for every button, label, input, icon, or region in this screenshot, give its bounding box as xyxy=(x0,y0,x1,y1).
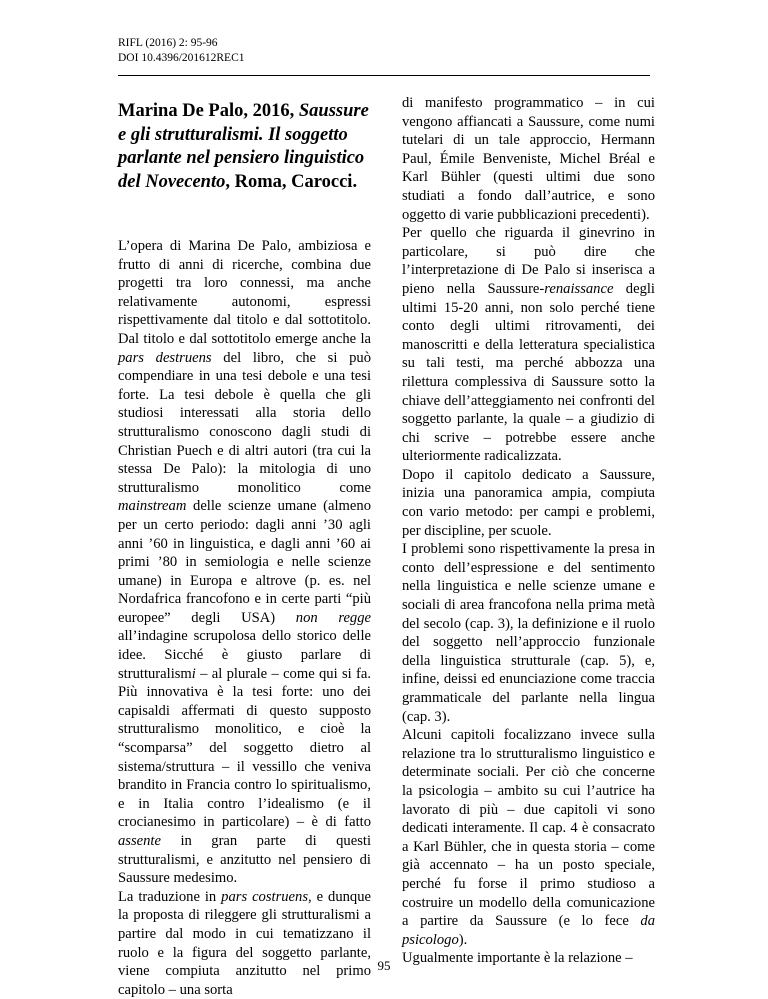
running-head xyxy=(118,36,245,66)
header-rule xyxy=(118,75,650,76)
page-number: 95 xyxy=(377,958,391,973)
right-column xyxy=(402,94,655,968)
paragraph: L’opera di Marina De Palo, ambiziosa e frutto di anni di ricerche, combina due progetti tra loro connessi, ma anche relativamente autonomi, espressi rispettivamente dal titolo e dal sottotitolo. Dal titolo e dal sottotitolo emerge anche la pars destruens del libro, che si può compendiare in una tesi debole e una tesi forte. La tesi debole è quella che gli studiosi interessati alla storia dello strutturalismo conoscono dagli studi di Christian Puech e di altri autori (tra cui la stessa De Palo): la mitologia di uno strutturalismo monolitico come mainstream delle scienze umane (almeno per un certo periodo: dagli anni ’30 agli anni ’60 in linguistica, e dagli anni ’60 ai primi ’80 in semiologia e nelle scienze umane) in Europa e altrove (p. es. nel Nordafrica francofono e in certe parti “più europee” degli USA) non regge all’indagine scrupolosa dello storico delle idee. Sicché è giusto parlare di strutturalismi – al plurale – come qui si fa. Più innovativa è la tesi forte: uno dei capisaldi affermati di questo supposto strutturalismo monolitico, e cioè la “scomparsa” del soggetto dietro al sistema/struttura – il vessillo che veniva brandito in Francia contro lo spiritualismo, e in Italia contro l’idealismo (e il crocianesimo in particolare) – è di fatto assente in gran parte di questi strutturalismi, e anzitutto nel pensiero di Saussure medesimo. xyxy=(118,238,372,887)
paragraph: Ugualmente importante è la relazione – xyxy=(402,950,633,967)
paragraph: Dopo il capitolo dedicato a Saussure, inizia una panoramica ampia, compiuta con vario metodo: per campi e problemi, per discipline, per scuole. xyxy=(402,466,655,539)
journal-citation: RIFL (2016) 2: 95-96 xyxy=(118,37,218,49)
paragraph: I problemi sono rispettivamente la presa in conto dell’espressione e del sentimento nella linguistica e nelle scienze umane e sociali di area francofona nella prima metà del secolo (cap. 3), la definizione e il ruolo del soggetto nell’approccio funzionale della linguistica strutturale (cap. 5), e, infine, deissi ed enunciazione come traccia grammaticale del parlante nella lingua (cap. 3). xyxy=(402,541,655,725)
paragraph: Alcuni capitoli focalizzano invece sulla relazione tra lo strutturalismo linguistico e determinate sociali. Per ciò che concerne la psicologia – ambito su cui l’autrice ha lavorato di più – due capitoli vi sono dedicati interamente. Il cap. 4 è consacrato a Karl Bühler, che in questa storia – come già accennato – ha un posto speciale, perché fu forse il primo studioso a costruire un modello della comunicazione a partire da Saussure (e lo fece da psicologo). xyxy=(402,727,655,948)
paragraph: La traduzione in pars costruens, e dunque la proposta di rileggere gli strutturalismi a partire dal modo in cui tematizzano il ruolo e la figura del soggetto parlante, viene compiuta anzitutto nel primo capitolo – una sorta xyxy=(118,888,371,998)
paragraph: Per quello che riguarda il ginevrino in particolare, si può dire che l’interpretazione di De Palo si inserisca a pieno nella Saussure-renaissance degli ultimi 15-20 anni, non solo perché tiene conto degli ultimi ritrovamenti, dei manoscritti e della letteratura specialistica su tali testi, ma perché abbozza una rilettura complessiva di Saussure sotto la chiave dell’atteggiamento nei confronti del soggetto parlante, la quale – a giudizio di chi scrive – potrebbe essere anche ulteriormente radicalizzata. xyxy=(402,225,655,465)
paragraph: di manifesto programmatico – in cui vengono affiancati a Saussure, come numi tutelari di un tale approccio, Hermann Paul, Émile Benveniste, Michel Bréal e Karl Bühler (questi ultimi due sono studiati a fondo dall’autrice, e sono oggetto di varie pubblicazioni precedenti). xyxy=(402,95,655,223)
review-title: Marina De Palo, 2016, Saussure e gli strutturalismi. Il soggetto parlante nel pensiero linguistico del Novecento, Roma, Carocci. xyxy=(118,101,369,192)
title-spacer xyxy=(118,194,371,237)
left-column xyxy=(118,100,371,999)
doi: DOI 10.4396/201612REC1 xyxy=(118,52,245,64)
